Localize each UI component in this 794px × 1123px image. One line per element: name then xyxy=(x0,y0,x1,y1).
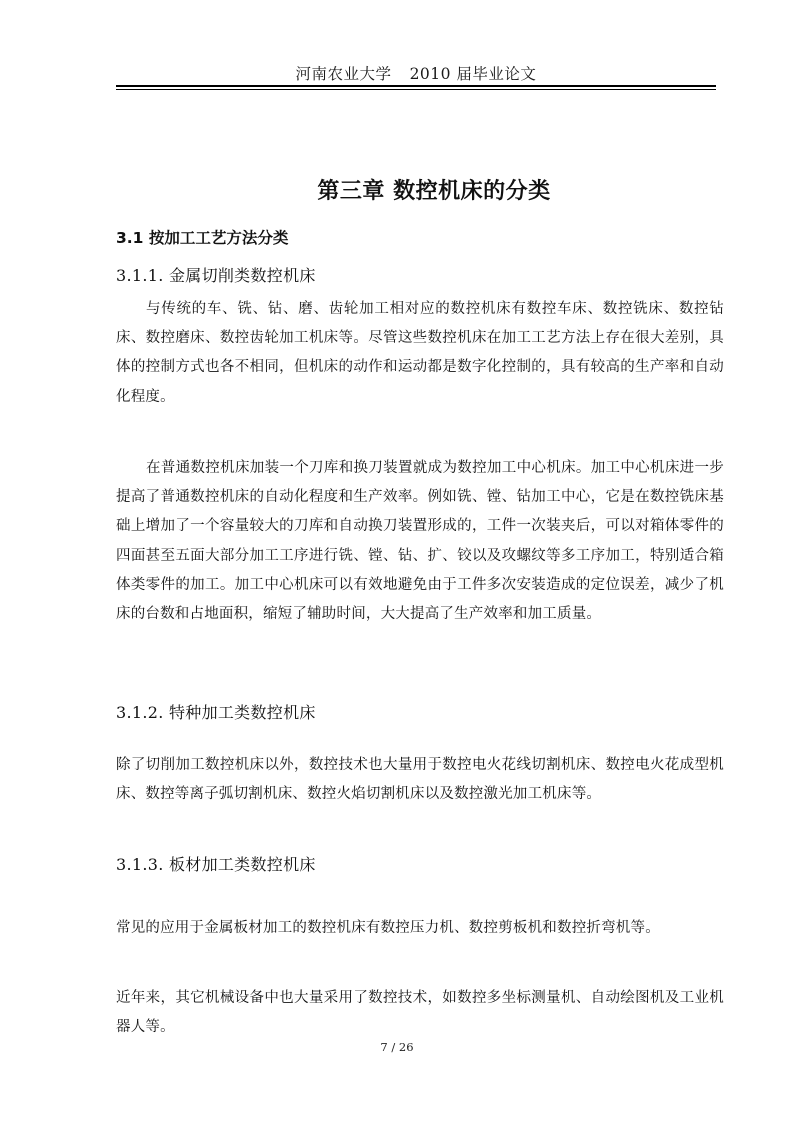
paragraph: 与传统的车、铣、钻、磨、齿轮加工相对应的数控机床有数控车床、数控铣床、数控钻床、数控磨床、数控齿轮加工机床等。尽管这些数控机床在加工工艺方法上存在很大差别，具体的控制方式也各不相同，但机床的动作和运动都是数字化控制的，具有较高的生产率和自动化程度。 xyxy=(116,301,724,405)
page-number: 7 / 26 xyxy=(380,1040,414,1054)
header-rule-thin xyxy=(116,89,716,90)
section-heading xyxy=(116,226,288,248)
subsection-heading-3-1-1: 3.1.1. 金属切削类数控机床 xyxy=(116,266,316,285)
running-header xyxy=(116,62,716,84)
section-number: 3.1 xyxy=(116,229,144,247)
paragraph: 近年来，其它机械设备中也大量采用了数控技术，如数控多坐标测量机、自动绘图机及工业机器人等。 xyxy=(116,990,724,1036)
header-university: 河南农业大学 xyxy=(295,65,392,83)
paragraph: 除了切削加工数控机床以外，数控技术也大量用于数控电火花线切割机床、数控电火花成型机床、数控等离子弧切割机床、数控火焰切割机床以及数控激光加工机床等。 xyxy=(116,757,724,803)
header-rule-thick xyxy=(116,85,716,87)
subsection-heading-3-1-2: 3.1.2. 特种加工类数控机床 xyxy=(116,703,316,722)
subsection-heading-3-1-3: 3.1.3. 板材加工类数控机床 xyxy=(116,855,316,874)
chapter-title: 第三章 数控机床的分类 xyxy=(317,179,551,204)
section-title: 按加工工艺方法分类 xyxy=(148,229,289,247)
paragraph: 常见的应用于金属板材加工的数控机床有数控压力机、数控剪板机和数控折弯机等。 xyxy=(116,920,660,936)
paragraph: 在普通数控机床加装一个刀库和换刀装置就成为数控加工中心机床。加工中心机床进一步提高了普通数控机床的自动化程度和生产效率。例如铣、镗、钻加工中心，它是在数控铣床基础上增加了一个容量较大的刀库和自动换刀装置形成的，工件一次装夹后，可以对箱体零件的四面甚至五面大部分加工工序进行铣、镗、钻、扩、铰以及攻螺纹等多工序加工，特别适合箱体类零件的加工。加工中心机床可以有效地避免由于工件多次安装造成的定位误差，减少了机床的台数和占地面积，缩短了辅助时间，大大提高了生产效率和加工质量。 xyxy=(116,460,724,623)
header-thesis-year: 2010 届毕业论文 xyxy=(409,65,537,83)
